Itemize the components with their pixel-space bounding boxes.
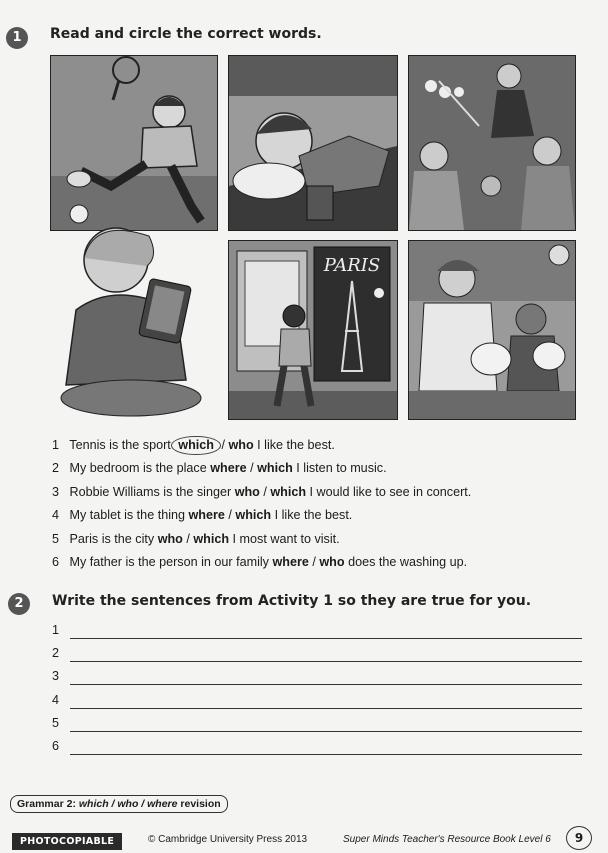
sentence-text: I like the best.	[271, 508, 353, 523]
answer-rule[interactable]	[70, 684, 582, 685]
paris-illustration	[228, 240, 398, 420]
sentence-item	[52, 528, 572, 551]
answer-rule[interactable]	[70, 661, 582, 662]
sentence-text: I would like to see in concert.	[306, 484, 472, 499]
sentence-number: 2	[52, 461, 60, 476]
answer-rule[interactable]	[70, 708, 582, 709]
writing-line[interactable]	[52, 738, 582, 761]
word-option[interactable]: who	[319, 554, 345, 569]
activity-1-number: 1	[6, 27, 28, 49]
answer-rule[interactable]	[70, 731, 582, 732]
grammar-prefix: Grammar 2:	[17, 798, 79, 810]
sentence-number: 6	[52, 554, 60, 569]
writing-line[interactable]	[52, 692, 582, 715]
sentence-item	[52, 434, 572, 457]
sentence-number: 3	[52, 484, 60, 499]
sentence-text: My tablet is the thing	[69, 508, 189, 523]
grammar-label	[10, 795, 228, 813]
circled-answer[interactable]	[174, 434, 218, 457]
sentence-number: 5	[52, 531, 60, 546]
tennis-illustration	[50, 55, 218, 231]
sentence-number: 4	[52, 508, 60, 523]
sentence-number: 1	[52, 438, 60, 452]
option-separator: /	[246, 461, 258, 476]
word-option[interactable]: where	[210, 461, 247, 476]
answer-rule[interactable]	[70, 638, 582, 639]
sentence-text: I most want to visit.	[229, 531, 340, 546]
word-option[interactable]: who	[234, 484, 260, 499]
line-number: 6	[52, 738, 60, 753]
grammar-topic: which / who / where	[78, 798, 178, 810]
washing-up-illustration	[408, 240, 576, 420]
page-footer	[0, 828, 608, 853]
paris-sign-text: PARIS	[323, 255, 381, 276]
option-separator: /	[217, 438, 229, 452]
word-option[interactable]: which	[270, 484, 307, 499]
sentence-text: Tennis is the sport	[69, 438, 175, 452]
line-number: 4	[52, 692, 60, 707]
answer-rule[interactable]	[70, 754, 582, 755]
word-option[interactable]: where	[188, 508, 225, 523]
sentence-item	[52, 481, 572, 504]
sentence-item	[52, 504, 572, 527]
word-option[interactable]: which	[193, 531, 230, 546]
option-separator: /	[224, 508, 236, 523]
option-separator: /	[259, 484, 271, 499]
word-option: which	[178, 438, 214, 452]
photocopiable-badge: PHOTOCOPIABLE	[12, 833, 122, 850]
sentence-text: does the washing up.	[344, 554, 468, 569]
line-number: 5	[52, 715, 60, 730]
sentence-text: My bedroom is the place	[69, 461, 211, 476]
option-separator: /	[182, 531, 194, 546]
sentence-text: Paris is the city	[69, 531, 158, 546]
sentence-text: Robbie Williams is the singer	[69, 484, 235, 499]
concert-illustration	[408, 55, 576, 231]
grammar-suffix: revision	[177, 798, 221, 810]
sentence-list	[52, 434, 572, 574]
activity-1-title: Read and circle the correct words.	[50, 26, 322, 42]
writing-lines	[52, 622, 582, 761]
sentence-item	[52, 457, 572, 480]
sentence-item	[52, 551, 572, 574]
writing-line[interactable]	[52, 645, 582, 668]
boy-bedroom-illustration	[228, 55, 398, 231]
sentence-text: I like the best.	[253, 438, 335, 452]
book-title: Super Minds Teacher's Resource Book Level 6	[343, 834, 551, 845]
line-number: 2	[52, 646, 60, 661]
writing-line[interactable]	[52, 715, 582, 738]
word-option[interactable]: who	[228, 438, 254, 452]
activity-2-title: Write the sentences from Activity 1 so they are true for you.	[52, 593, 532, 609]
sentence-text: I listen to music.	[292, 461, 387, 476]
copyright-text: © Cambridge University Press 2013	[148, 834, 308, 845]
word-option[interactable]: which	[257, 461, 293, 476]
writing-line[interactable]	[52, 622, 582, 645]
boy-tablet-illustration	[56, 220, 206, 420]
page-number: 9	[566, 826, 592, 850]
option-separator: /	[308, 554, 320, 569]
writing-line[interactable]	[52, 668, 582, 691]
line-number: 1	[52, 623, 60, 637]
activity-2-number: 2	[8, 593, 30, 615]
sentence-text: My father is the person in our family	[69, 554, 273, 569]
line-number: 3	[52, 669, 60, 684]
word-option[interactable]: who	[157, 531, 183, 546]
word-option[interactable]: where	[272, 554, 309, 569]
word-option[interactable]: which	[235, 508, 272, 523]
